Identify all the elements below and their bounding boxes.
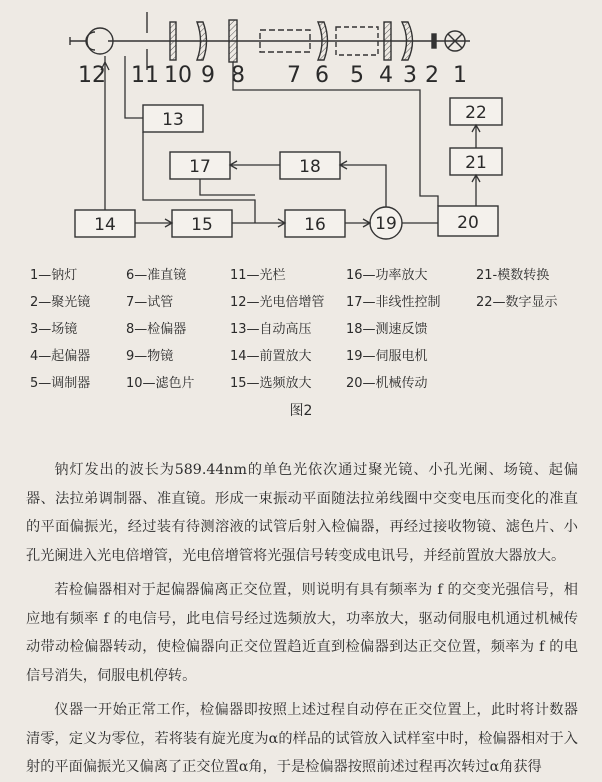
label-11: 11 — [131, 63, 159, 88]
analyzer-symbol — [229, 20, 237, 62]
optical-system-diagram — [0, 0, 602, 262]
legend-item: 20—机械传动 — [346, 376, 428, 391]
paragraph: 若检偏器相对于起偏器偏离正交位置，则说明有具有频率为 f 的交变光强信号，相应地有频率 f 的电信号，此电信号经过选频放大，功率放大，驱动伺服电机通过机械传动带动检偏器转动，使检偏器向正交位置趋近直到检偏器到达正交位置，频率为 f 的电信号消失，伺服电机停转。 — [26, 582, 578, 684]
legend-item: 7—试管 — [126, 295, 174, 310]
figure-caption: 图2 — [289, 403, 313, 419]
legend-item: 3—场镜 — [30, 322, 78, 337]
label-6: 6 — [315, 63, 329, 88]
label-12: 12 — [78, 63, 106, 88]
legend-item: 12—光电倍增管 — [230, 295, 325, 310]
label-3: 3 — [403, 63, 417, 88]
block-18-label: 18 — [299, 157, 321, 177]
legend-item: 11—光栏 — [230, 268, 286, 283]
wire-19-18 — [340, 165, 386, 207]
legend-item: 10—滤色片 — [126, 376, 195, 391]
block-19-label: 19 — [375, 214, 397, 234]
legend-item: 8—检偏器 — [126, 322, 187, 337]
condenser-symbol — [432, 34, 436, 48]
label-5: 5 — [350, 63, 364, 88]
label-8: 8 — [231, 63, 245, 88]
legend-item: 18—测速反馈 — [346, 322, 428, 337]
label-7: 7 — [287, 63, 301, 88]
legend — [30, 258, 590, 398]
body-text — [26, 456, 578, 782]
legend-item: 4—起偏器 — [30, 349, 91, 364]
label-4: 4 — [379, 63, 393, 88]
block-17-label: 17 — [189, 157, 211, 177]
block-14-label: 14 — [94, 215, 116, 235]
paragraph: 仪器一开始正常工作，检偏器即按照上述过程自动停在正交位置上，此时将计数器清零，定义为零位，若将装有旋光度为α的样品的试管放入试样室中时，检偏器相对于入射的平面偏振光又偏离了正交位置α角，于是检偏器按照前述过程再次转过α角获得 — [26, 702, 578, 775]
filter-symbol — [170, 22, 176, 60]
legend-item: 13—自动高压 — [230, 322, 312, 337]
label-2: 2 — [425, 63, 439, 88]
legend-item: 6—准直镜 — [126, 268, 187, 283]
block-15-label: 15 — [191, 215, 213, 235]
block-21-label: 21 — [465, 153, 487, 173]
label-10: 10 — [164, 63, 192, 88]
block-16-label: 16 — [304, 215, 326, 235]
label-9: 9 — [201, 63, 215, 88]
legend-item: 5—调制器 — [30, 376, 91, 391]
legend-item: 16—功率放大 — [346, 268, 428, 283]
legend-item: 1—钠灯 — [30, 268, 78, 283]
legend-item: 17—非线性控制 — [346, 295, 441, 310]
block-20-label: 20 — [457, 213, 479, 233]
legend-item: 2—聚光镜 — [30, 295, 91, 310]
legend-item: 15—选频放大 — [230, 376, 312, 391]
legend-item: 22—数字显示 — [476, 295, 558, 310]
legend-item: 21-模数转换 — [476, 268, 550, 283]
paragraph: 钠灯发出的波长为589.44nm的单色光依次通过聚光镜、小孔光阑、场镜、起偏器、法拉弟调制器、准直镜。形成一束振动平面随法拉弟线圈中交变电压而变化的准直的平面偏振光，经过装有待测溶液的试管后射入检偏器，再经过接收物镜、滤色片、小孔光阑进入光电倍增管，光电倍增管将光强信号转变成电讯号，并经前置放大器放大。 — [26, 462, 578, 564]
label-1: 1 — [453, 63, 467, 88]
legend-item: 9—物镜 — [126, 349, 174, 364]
legend-item: 19—伺服电机 — [346, 349, 428, 364]
block-13-label: 13 — [162, 110, 184, 130]
polarizer-symbol — [384, 22, 391, 60]
legend-item: 14—前置放大 — [230, 349, 312, 364]
wire-17-bus — [200, 179, 255, 195]
block-22-label: 22 — [465, 103, 487, 123]
